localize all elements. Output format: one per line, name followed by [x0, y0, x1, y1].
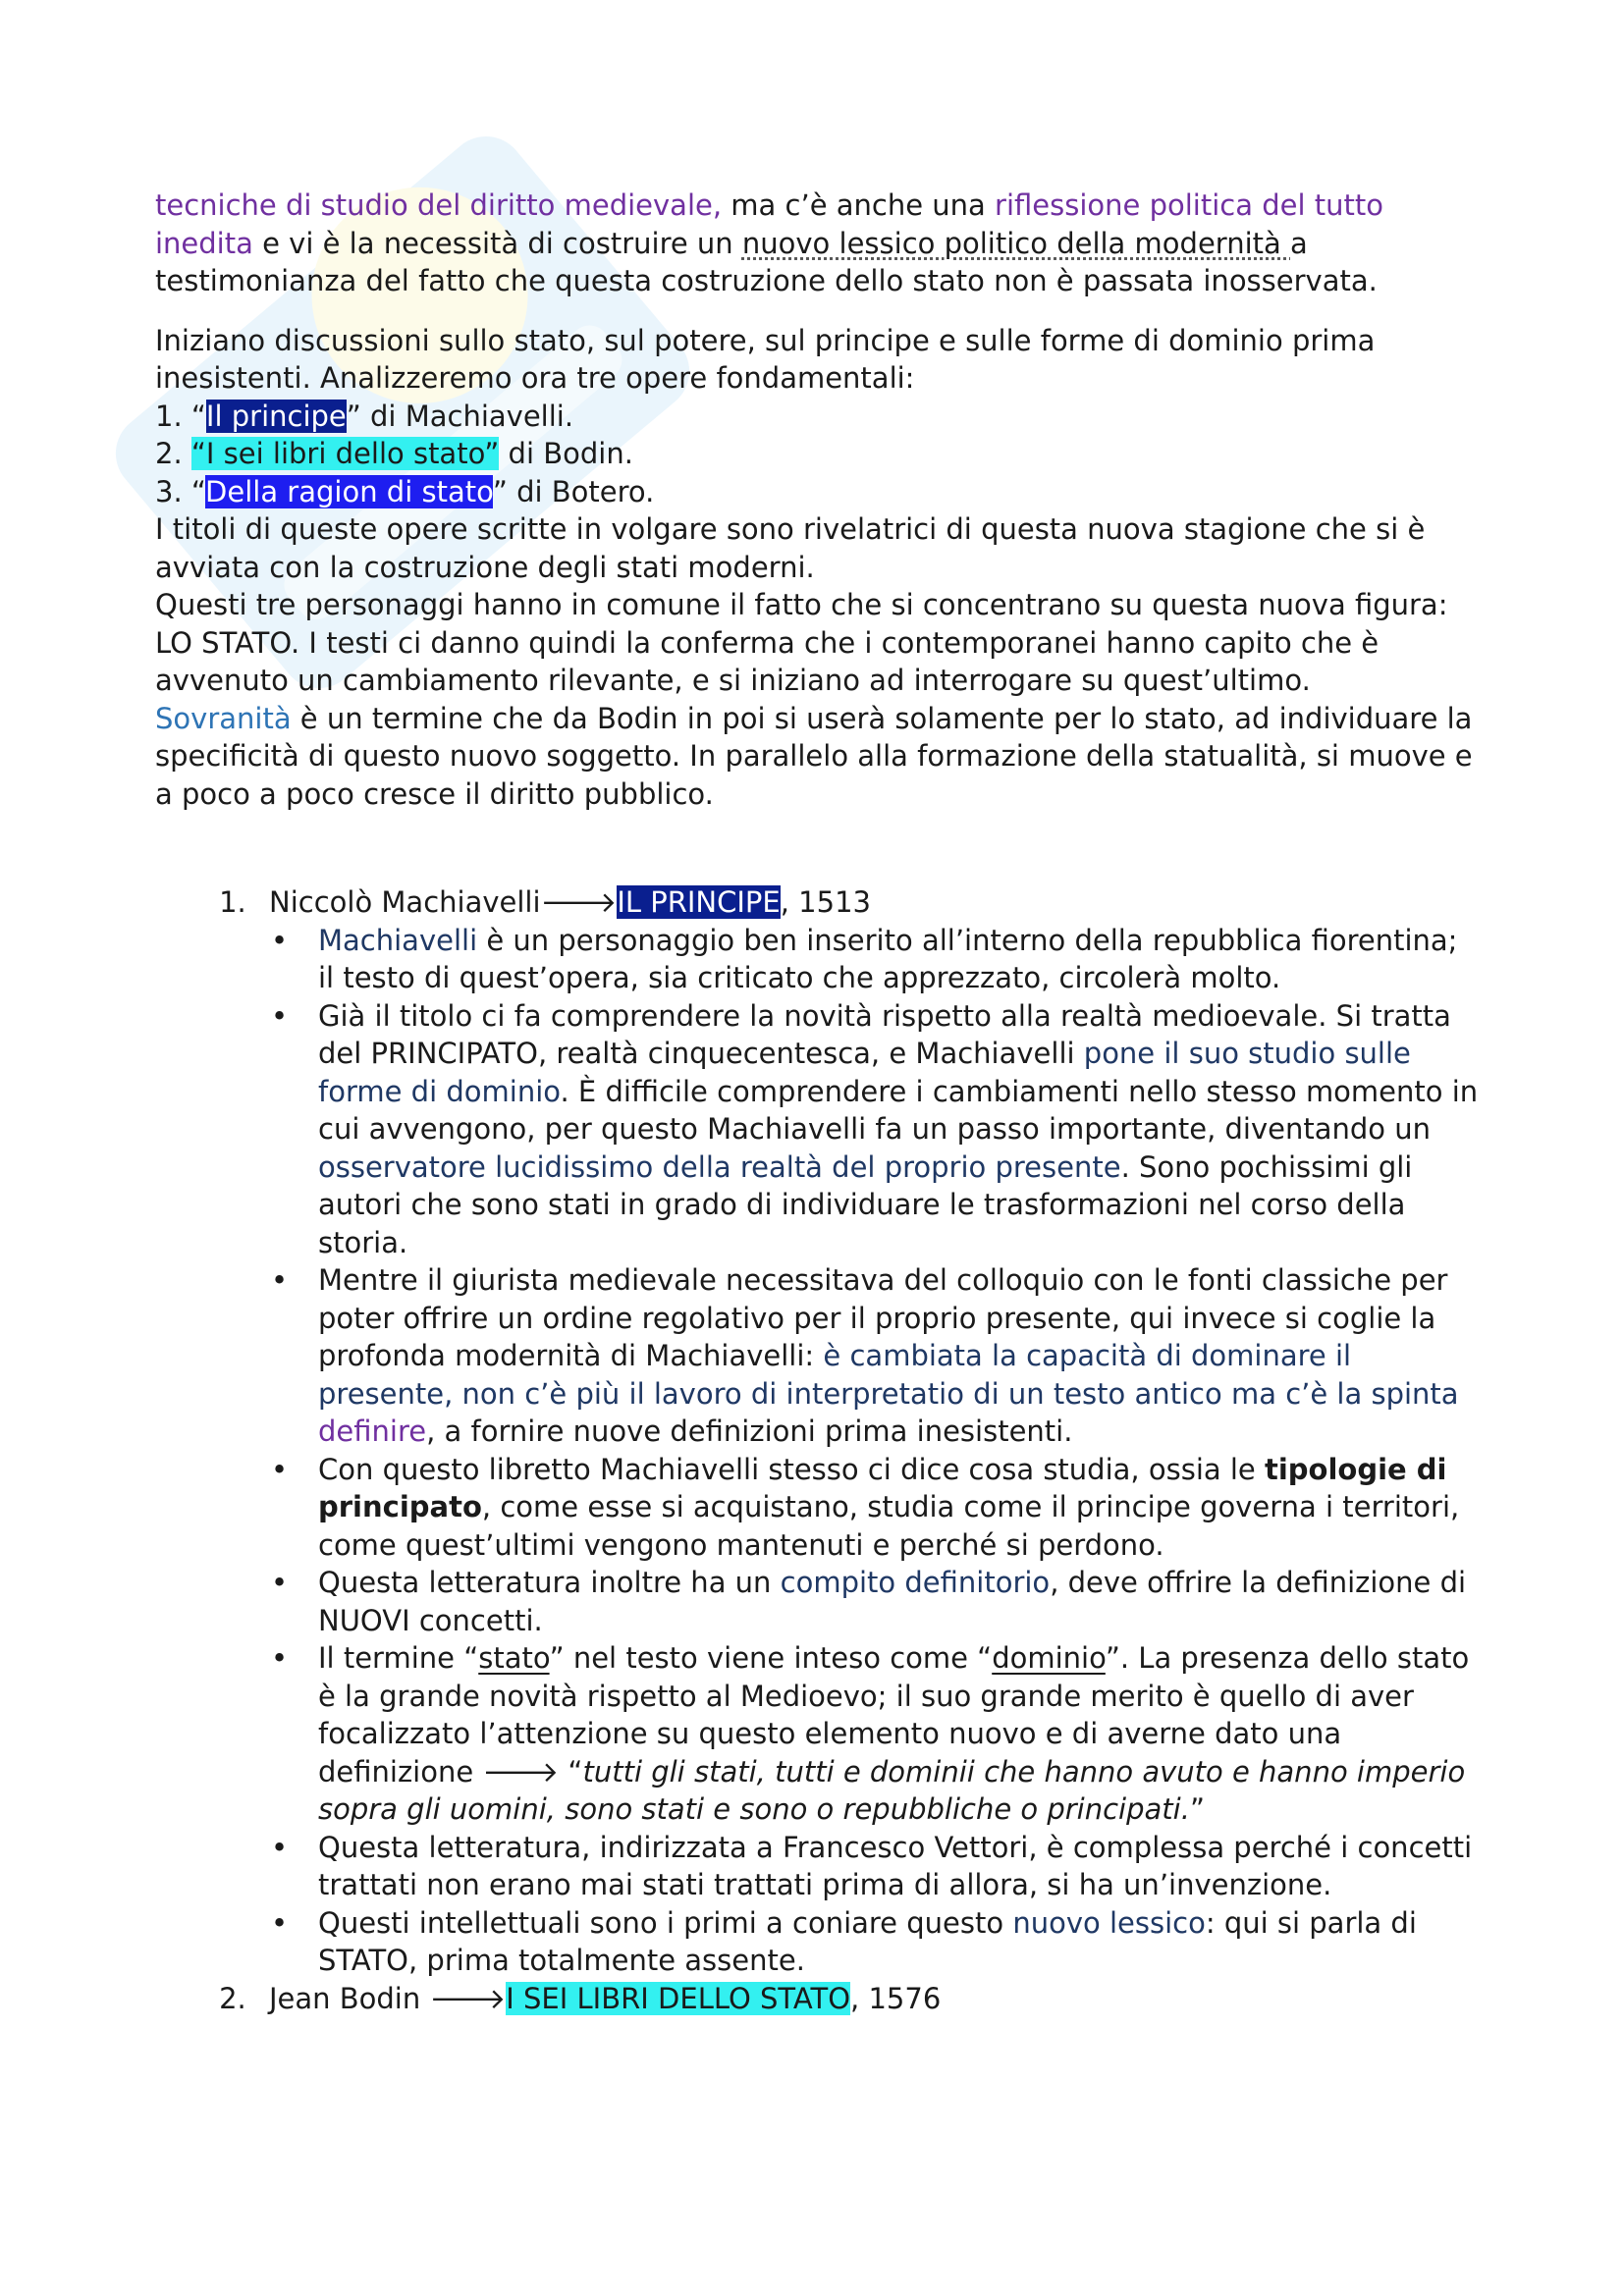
paragraph-sovereignty: Sovranità è un termine che da Bodin in poi si userà solamente per lo stato, ad individuare la specificità di questo nuovo soggetto. In parallelo alla formazione della statualità, si muove e a poco a poco cresce il diritto pubblico. [155, 701, 1473, 811]
bullet-item: • Con questo libretto Machiavelli stesso ci dice cosa studia, ossia le tipologie di principato, come esse si acquistano, studia come il principe governa i territori, come quest’ultimi vengono mantenuti e perché si perdono. [318, 1451, 1481, 1565]
highlight-sei-libri-heading: I SEI LIBRI DELLO STATO [506, 1981, 851, 2015]
work-line-3: 3. “Della ragion di stato” di Botero. [155, 474, 655, 508]
arrow-icon: 🡒 [540, 885, 618, 919]
highlight-ragion-di-stato: Della ragion di stato [205, 474, 493, 508]
paragraph-intro: tecniche di studio del diritto medievale, ma c’è anche una riflessione politica del tutto inedita e vi è la necessità di costruire un nuovo lessico politico della modernità a testimonianza del fatto che questa costruzione dello stato non è passata inosservata. [155, 188, 1383, 297]
highlight-il-principe-heading: IL PRINCIPE [617, 885, 781, 919]
bullet-item: • Machiavelli è un personaggio ben inserito all’interno della repubblica fiorentina; il testo di quest’opera, sia criticato che apprezzato, circolerà molto. [318, 922, 1481, 997]
bullet-item: • Il termine “stato” nel testo viene inteso come “dominio”. La presenza dello stato è la grande novità rispetto al Medioevo; il suo grande merito è quello di aver focalizzato l’attenzione su questo elemento nuovo e di averne dato una definizione 🡒 “tutti gli stati, tutti e dominii che hanno avuto e hanno imperio sopra gli uomini, sono stati e sono o repubbliche o principati.” [318, 1639, 1481, 1829]
machiavelli-bullets [269, 922, 1481, 1980]
list-item-machiavelli: 1. Niccolò Machiavelli🡒IL PRINCIPE, 1513 • Machiavelli è un personaggio ben inserito all’interno della repubblica fiorentina; il testo di quest’opera, sia criticato che apprezzato, circolerà molto. • Già il titolo ci fa comprendere la novità rispetto alla realtà medioevale. Si tratta del PRINCIPATO, realtà cinquecentesca, e Machiavelli pone il suo studio sulle forme di dominio. È difficile comprendere i cambiamenti nello stesso momento in cui avvengono, per questo Machiavelli fa un passo importante, diventando un osservatore lucidissimo della realtà del proprio presente. Sono pochissimi gli autori che sono stati in grado di individuare le trasformazioni nel corso della storia. • Mentre il giurista medievale necessitava del colloquio con le fonti classiche per poter offrire un ordine regolativo per il proprio presente, qui invece si coglie la profonda modernità di Machiavelli: è cambiata la capacità di dominare il presente, non c’è più il lavoro di interpretatio di un testo antico ma c’è la spinta definire, a fornire nuove definizioni prima inesistenti. • Con questo libretto Machiavelli stesso ci dice cosa studia, ossia le tipologie di principato, come esse si acquistano, studia come il principe governa i territori, come quest’ultimi vengono mantenuti e perché si perdono. • Questa letteratura inoltre ha un compito definitorio, deve offrire la definizione di NUOVI concetti. • Il termine “stato” nel testo viene inteso come “dominio”. La presenza dello stato è la grande novità rispetto al Medioevo; il suo grande merito è quello di aver focalizzato l’attenzione su questo elemento nuovo e di averne dato una definizione 🡒 “tutti gli stati, tutti e dominii che hanno avuto e hanno imperio sopra gli uomini, sono stati e sono o repubbliche o principati.” • Questa letteratura, indirizzata a Francesco Vettori, è complessa perché i concetti trattati non erano mai stati trattati prima di allora, si ha un’invenzione. • Questi intellettuali sono i primi a coniare questo nuovo lessico: qui si parla di STATO, prima totalmente assente. [255, 883, 1481, 1980]
term-sovranita: Sovranità [155, 701, 292, 735]
work-line-2: 2. “I sei libri dello stato” di Bodin. [155, 437, 633, 470]
bullet-item: • Già il titolo ci fa comprendere la novità rispetto alla realtà medioevale. Si tratta del PRINCIPATO, realtà cinquecentesca, e Machiavelli pone il suo studio sulle forme di dominio. È difficile comprendere i cambiamenti nello stesso momento in cui avvengono, per questo Machiavelli fa un passo importante, diventando un osservatore lucidissimo della realtà del proprio presente. Sono pochissimi gli autori che sono stati in grado di individuare le trasformazioni nel corso della storia. [318, 997, 1481, 1262]
bullet-item: • Questa letteratura, indirizzata a Francesco Vettori, è complessa perché i concetti trattati non erano mai stati trattati prima di allora, si ha un’invenzione. [318, 1829, 1481, 1904]
emphasis-medieval-techniques: tecniche di studio del diritto medievale, [155, 188, 723, 222]
document-page [155, 187, 1481, 2017]
list-item-bodin: 2. Jean Bodin 🡒I SEI LIBRI DELLO STATO, 1576 [255, 1980, 1481, 2018]
arrow-icon: 🡒 [482, 1754, 560, 1789]
paragraph-titles: I titoli di queste opere scritte in volgare sono rivelatrici di questa nuova stagione che si è avviata con la costruzione degli stati moderni. [155, 512, 1426, 584]
work-line-1: 1. “Il principe” di Machiavelli. [155, 399, 574, 433]
bullet-item: • Mentre il giurista medievale necessitava del colloquio con le fonti classiche per poter offrire un ordine regolativo per il proprio presente, qui invece si coglie la profonda modernità di Machiavelli: è cambiata la capacità di dominare il presente, non c’è più il lavoro di interpretatio di un testo antico ma c’è la spinta definire, a fornire nuove definizioni prima inesistenti. [318, 1261, 1481, 1451]
authors-list [155, 883, 1481, 2017]
quote-machiavelli: tutti gli stati, tutti e dominii che hanno avuto e hanno imperio sopra gli uomini, sono stati e sono o repubbliche o principati. [318, 1754, 1466, 1826]
highlight-sei-libri: “I sei libri dello stato” [190, 437, 500, 470]
bullet-item: • Questa letteratura inoltre ha un compito definitorio, deve offrire la definizione di NUOVI concetti. [318, 1564, 1481, 1639]
arrow-icon: 🡒 [429, 1981, 507, 2015]
emphasis-political-reflection: riflessione politica del tutto inedita [155, 188, 1383, 260]
paragraph-three-authors: Questi tre personaggi hanno in comune il fatto che si concentrano su questa nuova figura: LO STATO. I testi ci danno quindi la conferma che i contemporanei hanno capito che è avvenuto un cambiamento rilevante, e si iniziano ad interrogare su quest’ultimo. [155, 588, 1448, 697]
bullet-item: • Questi intellettuali sono i primi a coniare questo nuovo lessico: qui si parla di STATO, prima totalmente assente. [318, 1904, 1481, 1980]
dotted-underline-lexicon: nuovo lessico politico della modernità [741, 226, 1290, 260]
paragraph-works-intro: Iniziano discussioni sullo stato, sul potere, sul principe e sulle forme di dominio prima inesistenti. Analizzeremo ora tre opere fondamentali: [155, 323, 1376, 395]
highlight-il-principe: Il principe [205, 399, 347, 433]
